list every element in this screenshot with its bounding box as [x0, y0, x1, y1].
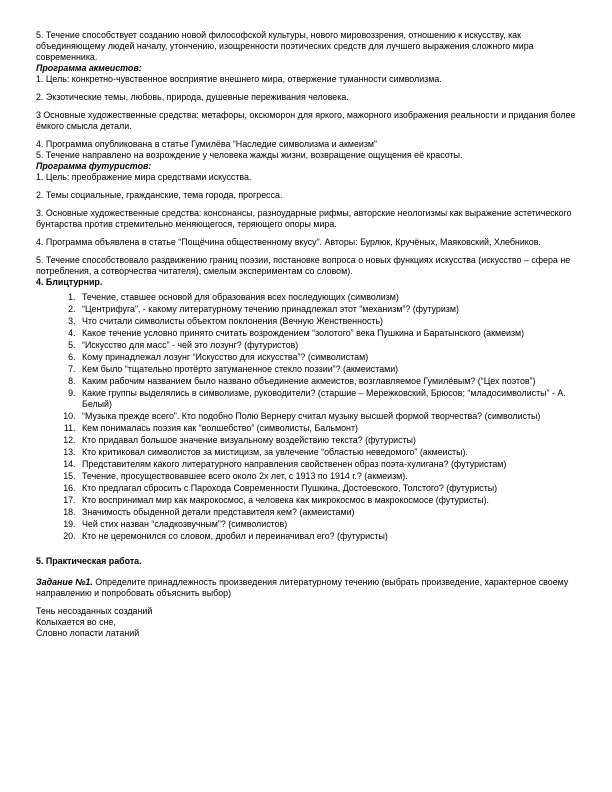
- task-1: [36, 577, 592, 599]
- quiz-question: 12. Кто придавал большое значение визуальному воздействию текста? (футуристы): [78, 435, 592, 446]
- futurists-item: 1. Цель: преображение мира средствами искусства.: [36, 172, 252, 182]
- futurists-item: 2. Темы социальные, гражданские, тема города, прогресса.: [36, 190, 283, 200]
- acmeists-heading: Программа акмеистов:: [36, 63, 142, 73]
- quiz-question: 5. “Искусство для масс” - чей это лозунг? (футуристов): [78, 340, 592, 351]
- quiz-question: 7. Кем было “тщательно протёрто затуманенное стекло поэзии”? (акмеистами): [78, 364, 592, 375]
- blitz-questions: [36, 292, 592, 542]
- quiz-question: 11. Кем понималась поэзия как “волшебство” (символисты, Бальмонт): [78, 423, 592, 434]
- quiz-question: 1. Течение, ставшее основой для образования всех последующих (символизм): [78, 292, 592, 303]
- quiz-question: 3. Что считали символисты объектом поклонения (Вечную Женственность): [78, 316, 592, 327]
- quiz-question: 14. Представителям какого литературного направления свойственен образ поэта-хулигана? (футуристам): [78, 459, 592, 470]
- quiz-question: 2. “Центрифуга”, - какому литературному течению принадлежал этот “механизм”? (футуризм): [78, 304, 592, 315]
- quiz-question: 15. Течение, просуществовавшее всего около 2х лет, с 1913 по 1914 г.? (акмеизм).: [78, 471, 592, 482]
- acmeists-item: 5. Течение направлено на возрождение у человека жажды жизни, возвращение ощущения её красоты.: [36, 150, 463, 160]
- quiz-question: 4. Какое течение условно принято считать возрождением “золотого” века Пушкина и Баратынского (акмеизм): [78, 328, 592, 339]
- acmeists-item: 2. Экзотические темы, любовь, природа, душевные переживания человека.: [36, 92, 349, 102]
- acmeists-item: 1. Цель: конкретно-чувственное восприятие внешнего мира, отвержение туманности символизма.: [36, 74, 442, 84]
- futurists-item: 4. Программа объявлена в статье “Пощёчина общественному вкусу”. Авторы: Бурлюк, Кручёных, Маяковский, Хлебников.: [36, 237, 541, 247]
- futurists-list: [36, 172, 592, 277]
- acmeists-item: 4. Программа опубликована в статье Гумилёва “Наследие символизма и акмеизм”: [36, 139, 377, 149]
- quiz-question: 8. Каким рабочим названием было названо объединение акмеистов, возглавляемое Гумилёвым? (“Цех поэтов”): [78, 376, 592, 387]
- practical-heading: 5. Практическая работа.: [36, 556, 142, 566]
- futurists-item: 3. Основные художественные средства: консонансы, разноударные рифмы, авторские неологизмы как выражение эстетического бунтарства против стремительно меняющегося, теряющего опоры мира.: [36, 208, 572, 229]
- document-page: [36, 30, 592, 639]
- quiz-question: 18. Значимость обыденной детали представителя кем? (акмеистами): [78, 507, 592, 518]
- quiz-question: 17. Кто воспринимал мир как макрокосмос, а человека как микрокосмос в макрокосмосе (футуристы).: [78, 495, 592, 506]
- quiz-question: 10. “Музыка прежде всего”. Кто подобно Полю Вернеру считал музыку высшей формой творчества? (символисты): [78, 411, 592, 422]
- task-text: Определите принадлежность произведения литературному течению (выбрать произведение, характерное своему направлению и попробовать объяснить выбор): [36, 577, 569, 598]
- poem-line: Колыхается во сне,: [36, 617, 116, 627]
- poem-excerpt: [36, 606, 592, 639]
- acmeists-list: [36, 74, 592, 161]
- acmeists-item: 3 Основные художественные средства: метафоры, оксюморон для яркого, мажорного изображения реальности и придания более ёмкого смысла детали.: [36, 110, 576, 131]
- blitz-heading: 4. Блицтурнир.: [36, 277, 103, 287]
- futurists-heading: Программа футуристов:: [36, 161, 152, 171]
- futurists-item: 5. Течение способствовало раздвижению границ поэзии, постановке вопроса о новых функциях искусства (искусство – сфера не потребления, а сотворчества читателя), смелым экспериментам со словом).: [36, 255, 571, 276]
- poem-line: Словно лопасти латаний: [36, 628, 140, 638]
- poem-line: Тень несозданных созданий: [36, 606, 153, 616]
- intro-item-5: 5. Течение способствует созданию новой философской культуры, нового мировоззрения, отношению к искусству, как объединяющему людей началу, утончению, изощренности поэтических средств для лучшего выражения сложного мира современника.: [36, 30, 534, 62]
- quiz-question: 16. Кто предлагал сбросить с Парохода Современности Пушкина, Достоевского, Толстого? (футуристы): [78, 483, 592, 494]
- quiz-question: 13. Кто критиковал символистов за мистицизм, за увлечение “областью неведомого” (акмеисты).: [78, 447, 592, 458]
- quiz-question: 6. Кому принадлежал лозунг “Искусство для искусства”? (символистам): [78, 352, 592, 363]
- quiz-question: 9. Какие группы выделялись в символизме, руководители? (старшие – Мережковский, Брюсов; “младосимволисты” - А. Белый): [78, 388, 592, 410]
- task-label: Задание №1.: [36, 577, 93, 587]
- quiz-question: 20. Кто не церемонился со словом, дробил и переиначивал его? (футуристы): [78, 531, 592, 542]
- quiz-question: 19. Чей стих назван “сладкозвучным”? (символистов): [78, 519, 592, 530]
